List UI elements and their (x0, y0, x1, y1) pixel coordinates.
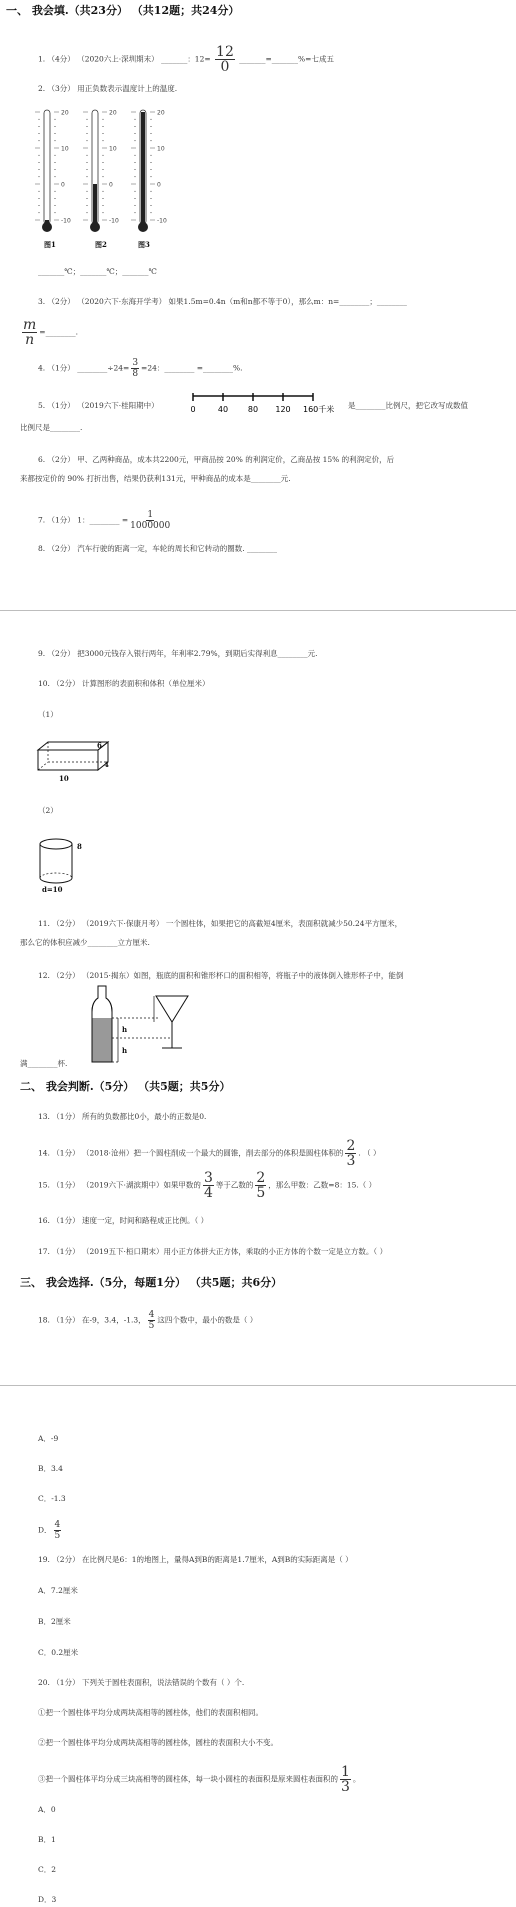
q3-blank[interactable]: =________. (39, 327, 78, 337)
tick-label-10: 10 (157, 145, 165, 153)
question-5-prefix: 5. （1分） （2019六下·桂阳期中） (38, 401, 159, 410)
q20-statement-3: ③把一个圆柱体平均分成三块高相等的圆柱体，每一块小圆柱的表面积是原来圆柱表面积的 $\frac{1}{3}$ 。 (38, 1764, 361, 1795)
cuboid-height-label: 6 (97, 741, 102, 750)
question-16: 16. （1分） 速度一定，时间和路程成正比例。（ ） (38, 1216, 209, 1225)
tick-label-0: 0 (157, 181, 161, 189)
tick-label-0: 0 (109, 181, 113, 189)
q19-option-b[interactable]: B．2厘米 (38, 1617, 71, 1626)
thermometer-bulb (90, 222, 100, 232)
section-1-title: 一、 我会填.（共23分） （共12题；共24分） (6, 4, 240, 17)
q18-option-b[interactable]: B．3.4 (38, 1464, 63, 1473)
question-10: 10. （2分） 计算图形的表面积和体积（单位厘米） (38, 679, 210, 688)
q20-option-b[interactable]: B．1 (38, 1835, 56, 1844)
question-19: 19. （2分） 在比例尺是6：1的地图上，量得A到B的距离是1.7厘米，A到B的实际距离是（ ） (38, 1555, 353, 1564)
question-4: 4. （1分） ________÷24= $\frac{3}{8}$ =24：________ =________%. (38, 358, 243, 379)
tick-label--10: -10 (157, 217, 167, 225)
q1-mid: ：12= (187, 54, 211, 64)
question-6-line-2: 来都按定价的 90% 打折出售，结果仍获利131元，甲种商品的成本是________元. (20, 474, 291, 483)
question-5-line-2: 比例尺是________. (20, 423, 83, 432)
q1-fraction: $\frac{12}{0}$ (216, 44, 234, 75)
question-8: 8. （2分） 汽车行驶的距离一定，车轮的周长和它转动的圈数. ________ (38, 544, 277, 553)
cylinder-svg (38, 838, 78, 888)
question-7: 7. （1分） 1：________ = $\frac{1}{1000000}$ (38, 510, 171, 531)
scale-label-80: 80 (247, 405, 259, 414)
scale-label-40: 40 (217, 405, 229, 414)
q3-line-2 (20, 318, 78, 347)
tick-label-10: 10 (61, 145, 69, 153)
question-14: 14. （1分） （2018·沧州）把一个圆柱削成一个最大的圆锥，削去部分的体积是圆柱体积的 $\frac{2}{3}$ . （ ） (38, 1138, 381, 1169)
question-3: 3. （2分） （2020六下·东海开学考） 如果1.5m=0.4n（m和n都不等于0），那么m：n=________；________ (38, 297, 407, 306)
question-11: 11. （2分） （2019六下·保康月考） 一个圆柱体，如果把它的高截短4厘米，表面积就减少50.24平方厘米， (38, 919, 403, 928)
mercury-column (141, 112, 145, 224)
bottle-h-label-1: h (122, 1025, 128, 1034)
q10-part-2: （2） (38, 806, 58, 815)
cuboid-width-label: 4 (104, 760, 109, 769)
q18-option-d-fraction: $\frac{4}{5}$ (54, 1520, 61, 1541)
question-17: 17. （1分） （2019五下·桓口期末）用小正方体拼大正方体，乘取的小正方体的个数一定是立方数。（ ） (38, 1247, 388, 1256)
q7-fraction: $\frac{1}{1000000}$ (130, 510, 171, 531)
thermometer-figures (36, 108, 186, 238)
scale-bar (190, 392, 335, 414)
q18-fraction: $\frac{4}{5}$ (148, 1310, 155, 1331)
bottle-h-label-2: h (122, 1046, 128, 1055)
question-20: 20. （1分） 下列关于圆柱表面积，说法错误的个数有（ ）个. (38, 1678, 245, 1687)
thermometer-bulb (42, 222, 52, 232)
question-2: 2. （3分） 用正负数表示温度计上的温度. (38, 84, 178, 93)
bottle-and-cone-figure (88, 984, 198, 1064)
q20-statement-1: ①把一个圆柱体平均分成两块高相等的圆柱体，他们的表面积相同。 (38, 1708, 263, 1717)
thermometer-3 (131, 110, 167, 233)
question-12-tail: 满________杯. (20, 1059, 68, 1068)
q19-option-a[interactable]: A．7.2厘米 (38, 1586, 78, 1595)
q15-fraction-2: $\frac{2}{5}$ (256, 1170, 266, 1201)
question-15: 15. （1分） （2019六下·湖滨期中）如果甲数的 $\frac{3}{4}$ 等于乙数的 $\frac{2}{5}$ ，那么甲数：乙数=8：15.（ ） (38, 1170, 377, 1201)
q1-blank-1[interactable]: _______ (161, 54, 188, 64)
tick-label-20: 20 (109, 109, 117, 117)
cylinder-diameter-label: d=10 (42, 885, 63, 894)
question-6: 6. （2分） 甲、乙两种商品，成本共2200元，甲商品按 20% 的利润定价，乙商品按 15% 的利润定价，后 (38, 455, 395, 464)
question-12: 12. （2分） （2015·揭东）如图，瓶底的面积和锥形杯口的面积相等，将瓶子中的液体倒入锥形杯子中，能倒 (38, 971, 404, 980)
q20-option-a[interactable]: A．0 (38, 1805, 56, 1814)
q18-option-a[interactable]: A．-9 (38, 1434, 59, 1443)
question-13: 13. （1分） 所有的负数都比0小，最小的正数是0. (38, 1112, 207, 1121)
thermometer-label-3: 图3 (138, 240, 150, 249)
scale-label-120: 120 (275, 405, 291, 414)
q1-blank-2[interactable]: _______ (239, 54, 266, 64)
tick-label--10: -10 (61, 217, 71, 225)
q4-fraction: $\frac{3}{8}$ (132, 358, 139, 379)
cylinder-figure (38, 838, 78, 888)
q1-prefix: 1. （4分） （2020六上·深圳期末） (38, 54, 162, 64)
page-divider-2 (0, 1385, 516, 1386)
section-2-title: 二、 我会判断.（5分） （共5题；共5分） (20, 1080, 231, 1093)
q14-fraction: $\frac{2}{3}$ (346, 1138, 356, 1169)
q20-option-c[interactable]: C．2 (38, 1865, 57, 1874)
thermometer-bulb (138, 222, 148, 232)
q20-statement-2: ②把一个圆柱体平均分成两块高相等的圆柱体，圆柱的表面积大小不变。 (38, 1738, 278, 1747)
scale-label-160: 160千米 (303, 405, 335, 414)
scale-label-0: 0 (190, 405, 196, 414)
page-divider-1 (0, 610, 516, 611)
tick-label-10: 10 (109, 145, 117, 153)
q19-option-c[interactable]: C．0.2厘米 (38, 1648, 79, 1657)
question-1: 1. （4分） （2020六上·深圳期末） _______：12= $\frac{12}{0}$ _______=_______%=七成五 (38, 44, 334, 75)
tick-label-0: 0 (61, 181, 65, 189)
q20-option-d[interactable]: D．3 (38, 1895, 57, 1904)
q18-option-c[interactable]: C．-1.3 (38, 1494, 66, 1503)
q3-fraction: $\frac{m}{n}$ (23, 317, 37, 348)
question-5-suffix: 是________比例尺，把它改写成数值 (348, 401, 468, 410)
mercury-column (93, 184, 97, 224)
cuboid-length-label: 10 (59, 774, 69, 783)
question-18: 18. （1分） 在-9，3.4，-1.3， $\frac{4}{5}$ 这四个数中，最小的数是（ ） (38, 1310, 258, 1331)
question-9: 9. （2分） 把3000元钱存入银行两年，年利率2.79%，到期后实得利息________元. (38, 649, 318, 658)
thermometer-label-1: 图1 (44, 240, 56, 249)
q18-option-d[interactable]: D． $\frac{4}{5}$ (38, 1520, 61, 1541)
bottle-cone-svg (88, 984, 198, 1064)
scale-bar-svg (190, 392, 335, 414)
thermometer-label-2: 图2 (95, 240, 107, 249)
question-11-line-2: 那么它的体积应减少________立方厘米. (20, 938, 150, 947)
q20-fraction: $\frac{1}{3}$ (341, 1764, 350, 1795)
thermometer-2 (83, 110, 119, 233)
q15-fraction-1: $\frac{3}{4}$ (203, 1170, 213, 1201)
q2-answer-blanks[interactable]: _______℃；_______℃；_______℃ (38, 267, 157, 276)
thermometers-svg (36, 108, 186, 238)
tick-label-20: 20 (157, 109, 165, 117)
thermometer-1 (35, 110, 71, 233)
section-3-title: 三、 我会选择.（5分，每题1分） （共5题；共6分） (20, 1276, 283, 1289)
tick-label-20: 20 (61, 109, 69, 117)
q10-part-1: （1） (38, 710, 58, 719)
q1-blank-3[interactable]: _______ (271, 54, 299, 64)
tick-label--10: -10 (109, 217, 119, 225)
cylinder-height-label: 8 (77, 842, 82, 851)
